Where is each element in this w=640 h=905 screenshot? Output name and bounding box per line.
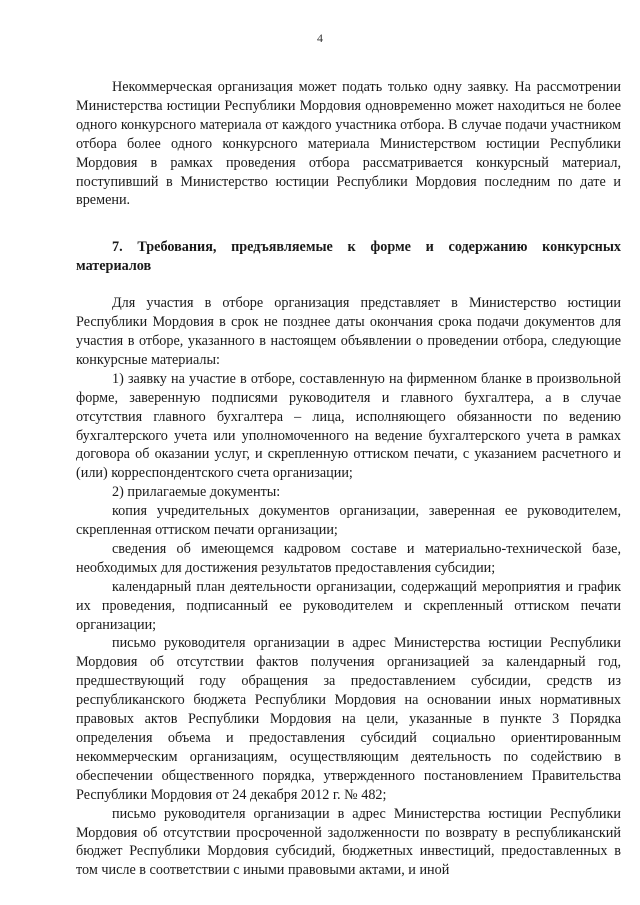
page-content: [76, 78, 621, 880]
list-item-attached-documents: 2) прилагаемые документы:: [112, 484, 281, 501]
document-item-letter-no-funds: письмо руководителя организации в адрес Министерства юстиции Республики Мордовия об отсутствии фактов получения организацией за календарный год, предшествующий году обращения за предоставлением субсидии, средств из республиканского бюджета Республики Мордовия на основании иных нормативных правовых актов Республики Мордовия на цели, указанные в пункте 3 Порядка определения объема и предоставления субсидий социально ориентированным некоммерческим организациям, осуществляющим деятельность по содействию в обеспечении общественного порядка, утвержденного постановлением Правительства Республики Мордовия от 24 декабря 2012 г. № 482;: [76, 635, 621, 803]
list-item-application: 1) заявку на участие в отборе, составленную на фирменном бланке в произвольной форме, заверенную подписями руководителя и главного бухгалтера, а в случае отсутствия главного бухгалтера – лица, исполняющего обязанности по ведению бухгалтерского учета или уполномоченного на ведение бухгалтерского учета в рамках договора об оказании услуг, и скрепленную оттиском печати, с указанием расчетного и (или) корреспондентского счета организации;: [76, 370, 621, 482]
document-item-calendar-plan: календарный план деятельности организации, содержащий мероприятия и график их проведения, подписанный ее руководителем и скрепленный оттиском печати организации;: [76, 578, 621, 633]
page-number: 4: [317, 31, 323, 45]
section-paragraph-1: Для участия в отборе организация представляет в Министерство юстиции Республики Мордовия в срок не позднее даты окончания срока подачи документов для участия в отборе, указанного в настоящем объявлении о проведении отбора, следующие конкурсные материалы:: [76, 295, 621, 368]
document-item-staff-info: сведения об имеющемся кадровом составе и материально-технической базе, необходимых для достижения результатов предоставления субсидии;: [76, 540, 621, 576]
heading-spacer: [76, 276, 621, 294]
document-item-charter-copy: копия учредительных документов организации, заверенная ее руководителем, скрепленная оттиском печати организации;: [76, 503, 621, 539]
document-item-letter-no-debt: письмо руководителя организации в адрес Министерства юстиции Республики Мордовия об отсутствии просроченной задолженности по возврату в республиканский бюджет Республики Мордовия субсидий, бюджетных инвестиций, предоставленных в том числе в соответствии с иными правовыми актами, и иной: [76, 805, 621, 879]
section-heading: 7. Требования, предъявляемые к форме и содержанию конкурсных материалов: [76, 239, 621, 275]
intro-paragraph: Некоммерческая организация может подать только одну заявку. На рассмотрении Министерства юстиции Республики Мордовия одновременно может находиться не более одного конкурсного материала от каждого участника отбора. В случае подачи участником отбора более одного конкурсного материала Министерством юстиции Республики Мордовия в рамках проведения отбора рассматривается конкурсный материал, поступивший в Министерство юстиции Республики Мордовия последним по дате и времени.: [76, 79, 621, 209]
